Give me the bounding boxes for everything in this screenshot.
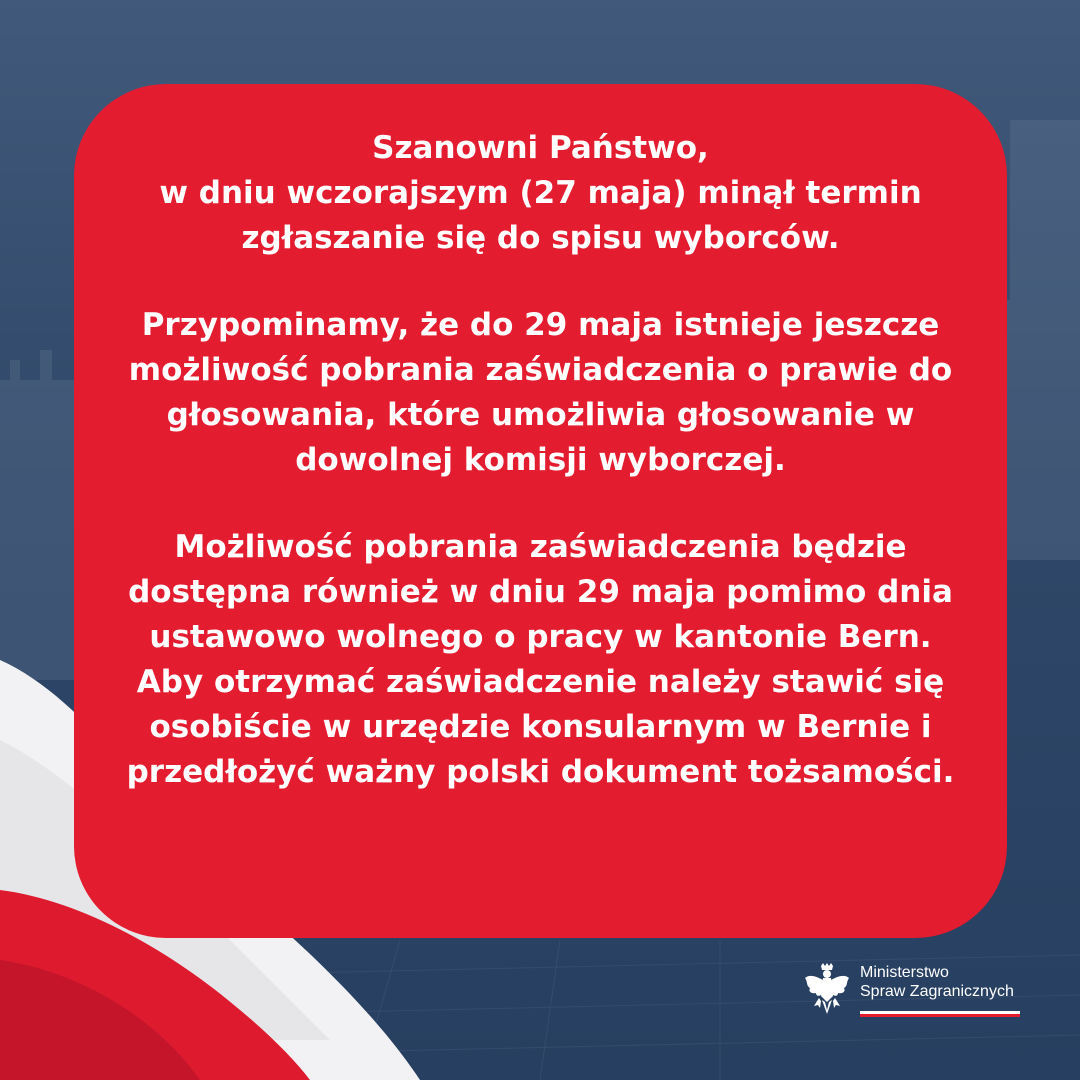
ministry-name-line-2: Spraw Zagranicznych: [860, 983, 1014, 1000]
instructions-paragraph: Możliwość pobrania zaświadczenia będzie dostępna również w dniu 29 maja pomimo dnia ustawowo wolnego o pracy w kantonie Bern. Aby otrzymać zaświadczenie należy stawić się osobiście w urzędzie konsularnym w Bernie i przedłożyć ważny polski dokument tożsamości.: [126, 529, 955, 790]
reminder-paragraph: Przypominamy, że do 29 maja istnieje jeszcze możliwość pobrania zaświadczenia o prawie do głosowania, które umożliwia głosowanie w dowolnej komisji wyborczej.: [128, 307, 953, 478]
flag-stripe-red: [860, 1014, 1020, 1017]
ministry-logo: [804, 962, 1024, 1024]
announcement-card: [74, 84, 1007, 938]
ministry-name-line-1: Ministerstwo: [860, 964, 949, 981]
ministry-name: [860, 963, 1014, 1001]
flag-stripe: [860, 1011, 1020, 1017]
greeting-paragraph: Szanowni Państwo, w dniu wczorajszym (27 maja) minął termin zgłaszanie się do spisu wyborców.: [159, 130, 922, 256]
white-eagle-icon: [804, 962, 850, 1020]
